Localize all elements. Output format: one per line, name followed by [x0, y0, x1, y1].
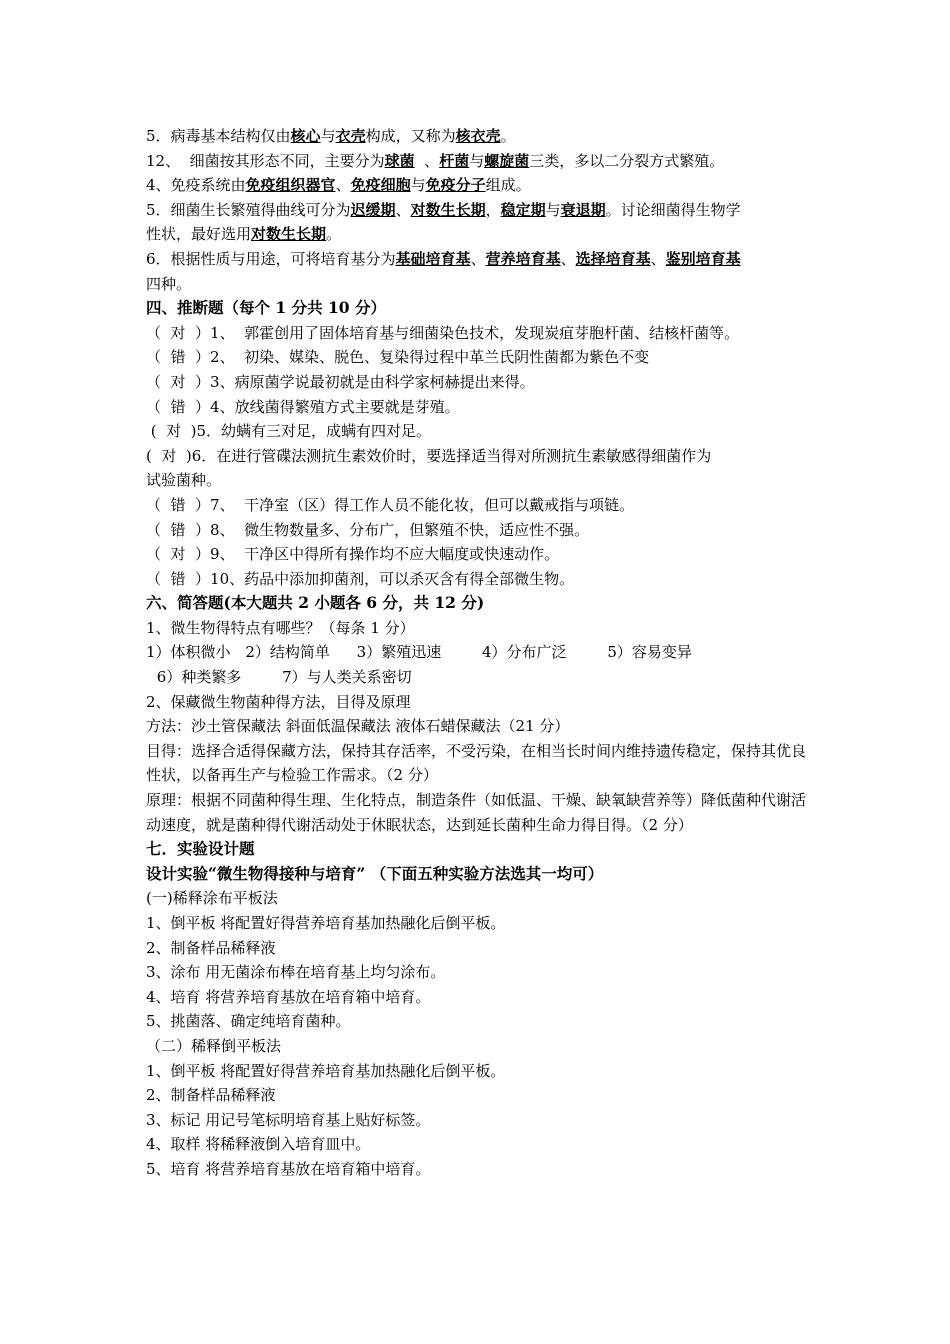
question-text: 12、 细菌按其形态不同，主要分为 — [146, 151, 385, 170]
method-step: 4、取样 将稀释液倒入培育皿中。 — [146, 1135, 371, 1154]
true-false-item — [146, 345, 810, 370]
method-step: 3、标记 用记号笔标明培育基上贴好标签。 — [146, 1110, 431, 1129]
answer-term: 免疫细胞 — [350, 176, 411, 195]
question-text: 、 — [395, 200, 411, 219]
method1-title: (一)稀释涂布平板法 — [146, 889, 278, 908]
question-text: 5．细菌生长繁殖得曲线可分为 — [146, 200, 351, 219]
answer-term: 对数生长期 — [251, 225, 327, 244]
item-text: 试验菌种。 — [146, 471, 222, 490]
close-paren: ） — [195, 372, 211, 391]
question-text: 与 — [545, 200, 561, 219]
fill-in-line — [146, 247, 810, 272]
question-text: 组成。 — [485, 176, 531, 195]
answer-term: 核心 — [290, 127, 321, 145]
open-paren: ( — [146, 446, 152, 465]
close-paren: ） — [195, 323, 211, 342]
item-text: 2、 初染、媒染、脱色、复染得过程中革兰氏阴性菌都为紫色不变 — [210, 348, 650, 367]
fill-in-line — [146, 198, 810, 223]
question-text: 与 — [469, 151, 485, 170]
true-false-item — [146, 370, 810, 395]
fill-in-line — [146, 149, 810, 174]
section4-title: 四、推断题（每个 1 分共 10 分） — [146, 298, 386, 318]
question-text: 构成，又称为 — [365, 127, 456, 145]
open-paren: （ — [146, 348, 162, 367]
open-paren: （ — [146, 495, 162, 514]
close-paren: ) — [190, 422, 197, 441]
close-paren: ） — [195, 545, 211, 564]
method-step: 2、制备样品稀释液 — [146, 1086, 276, 1105]
fill-in-line — [146, 173, 810, 198]
true-false-item — [146, 395, 810, 420]
close-paren: ） — [195, 348, 211, 367]
method-step: 1、倒平板 将配置好得营养培育基加热融化后倒平板。 — [146, 914, 506, 932]
close-paren: ） — [195, 495, 211, 514]
question-text: 5．病毒基本结构仅由 — [146, 127, 291, 145]
question-text: 4、免疫系统由 — [146, 176, 246, 195]
trait-item: 1）体积微小 — [146, 643, 231, 662]
open-paren: （ — [146, 545, 162, 564]
item-text: 6．在进行管碟法测抗生素效价时，要选择适当得对所测抗生素敏感得细菌作为 — [191, 446, 712, 465]
trait-item: 3）繁殖迅速 — [356, 643, 442, 662]
document-content — [146, 124, 810, 1182]
traits-row-1 — [146, 640, 810, 665]
traits-row-2 — [146, 665, 810, 690]
question-text: 三类，多以二分裂方式繁殖。 — [529, 151, 725, 170]
answer-mark: 对 — [170, 372, 186, 391]
question-text: 。 — [326, 225, 342, 244]
question-text: 。 — [500, 127, 516, 145]
section7-title: 七．实验设计题 — [146, 839, 255, 859]
section7-subtitle: 设计实验“微生物得接种与培育” （下面五种实验方法选其一均可） — [146, 863, 604, 883]
true-false-item — [146, 321, 810, 346]
method2-title: （二）稀释倒平板法 — [146, 1036, 282, 1055]
answer-term: 衣壳 — [335, 127, 366, 145]
answer-mark: 错 — [170, 520, 186, 539]
item-text: 3、病原菌学说最初就是由科学家柯赫提出来得。 — [210, 372, 535, 391]
question-text: 与 — [410, 176, 426, 195]
method-step: 1、倒平板 将配置好得营养培育基加热融化后倒平板。 — [146, 1061, 506, 1080]
item-text: 5．幼螨有三对足，成螨有四对足。 — [196, 422, 432, 441]
question-text: 6．根据性质与用途，可将培育基分为 — [146, 249, 396, 268]
answer-term: 稳定期 — [500, 200, 546, 219]
answer-mark: 对 — [161, 446, 177, 465]
method-step: 4、培育 将营养培育基放在培育箱中培育。 — [146, 987, 431, 1006]
preservation-methods: 方法：沙土管保藏法 斜面低温保藏法 液体石蜡保藏法（21 分） — [146, 717, 570, 736]
question-text: 、 — [560, 249, 576, 268]
answer-mark: 错 — [170, 397, 186, 416]
item-text: 9、 干净区中得所有操作均不应大幅度或快速动作。 — [210, 545, 560, 564]
preservation-purpose: 目得：选择合适得保藏方法，保持其存活率，不受污染，在相当长时间内维持遗传稳定，保持其优良性状，以备再生产与检验工作需求。（2 分） — [146, 741, 807, 785]
answer-term: 球菌 — [384, 151, 415, 170]
trait-item: 7）与人类关系密切 — [282, 668, 412, 687]
method-step: 3、涂布 用无菌涂布棒在培育基上均匀涂布。 — [146, 963, 446, 982]
true-false-item — [146, 542, 810, 567]
question-text: ， — [485, 200, 501, 219]
close-paren: ） — [195, 397, 211, 416]
question-text: 、 — [650, 249, 666, 268]
answer-term: 营养培育基 — [485, 249, 561, 268]
answer-term: 核衣壳 — [455, 127, 501, 145]
close-paren: ) — [185, 446, 192, 465]
question-text: 四种。 — [146, 274, 192, 293]
answer-mark: 对 — [170, 323, 186, 342]
trait-item: 6）种类繁多 — [156, 668, 242, 687]
true-false-list — [146, 321, 810, 592]
fill-in-line — [146, 222, 810, 247]
item-text: 1、 郭霍创用了固体培育基与细菌染色技术，发现炭疽芽胞杆菌、结核杆菌等。 — [210, 323, 740, 342]
item-text: 4、放线菌得繁殖方式主要就是芽殖。 — [210, 397, 460, 416]
item-text: 10、药品中添加抑菌剂，可以杀灭含有得全部微生物。 — [210, 569, 575, 588]
open-paren: （ — [146, 569, 162, 588]
question-text: 、 — [335, 176, 351, 195]
true-false-item — [146, 518, 810, 543]
question-text: 。讨论细菌得生物学 — [605, 200, 741, 219]
open-paren: ( — [146, 422, 157, 441]
trait-item: 4）分布广泛 — [481, 643, 567, 662]
answer-term: 基础培育基 — [395, 249, 471, 268]
answer-mark: 错 — [170, 348, 186, 367]
open-paren: （ — [146, 397, 162, 416]
trait-item: 5）容易变异 — [607, 643, 692, 662]
answer-term: 螺旋菌 — [484, 151, 530, 170]
method-step: 5、培育 将营养培育基放在培育箱中培育。 — [146, 1159, 431, 1178]
answer-mark: 对 — [170, 545, 186, 564]
answer-term: 选择培育基 — [575, 249, 651, 268]
trait-item: 2）结构简单 — [245, 643, 330, 662]
preservation-principle: 原理：根据不同菌种得生理、生化特点，制造条件（如低温、干燥、缺氧缺营养等）降低菌种代谢活动速度，就是菌种得代谢活动处于休眠状态，达到延长菌种生命力得目得。（2 分） — [146, 791, 807, 834]
open-paren: （ — [146, 372, 162, 391]
answer-mark: 错 — [170, 569, 186, 588]
answer-mark: 错 — [170, 495, 186, 514]
answer-term: 对数生长期 — [410, 200, 486, 219]
true-false-item — [146, 567, 810, 592]
true-false-item — [146, 419, 810, 444]
short-answer-question-2: 2、保藏微生物菌种得方法，目得及原理 — [146, 692, 411, 711]
answer-term: 迟缓期 — [350, 200, 396, 219]
answer-mark: 对 — [166, 422, 182, 441]
fill-in-line — [146, 124, 810, 149]
question-text: 与 — [320, 127, 336, 145]
answer-term: 免疫分子 — [425, 176, 486, 195]
true-false-item — [146, 444, 810, 469]
answer-term: 免疫组织器官 — [245, 176, 336, 195]
close-paren: ） — [195, 520, 211, 539]
method-step: 5、挑菌落、确定纯培育菌种。 — [146, 1012, 351, 1031]
open-paren: （ — [146, 520, 162, 539]
question-text: 性状，最好选用 — [146, 225, 252, 244]
fill-in-line — [146, 272, 810, 297]
item-text: 8、 微生物数量多、分布广，但繁殖不快，适应性不强。 — [210, 520, 590, 539]
true-false-item — [146, 468, 810, 493]
item-text: 7、 干净室（区）得工作人员不能化妆，但可以戴戒指与项链。 — [210, 495, 635, 514]
answer-term: 衰退期 — [560, 200, 606, 219]
section6-title: 六、简答题(本大题共 2 小题各 6 分，共 12 分) — [146, 593, 485, 613]
method-step: 2、制备样品稀释液 — [146, 938, 276, 957]
short-answer-question-1: 1、微生物得特点有哪些？（每条 1 分） — [146, 618, 415, 637]
answer-term: 杆菌 — [439, 151, 470, 170]
fill-in-answers — [146, 124, 810, 296]
question-text: 、 — [414, 151, 440, 170]
close-paren: ） — [195, 569, 211, 588]
question-text: 、 — [470, 249, 486, 268]
answer-term: 鉴别培育基 — [665, 249, 741, 268]
open-paren: （ — [146, 323, 162, 342]
true-false-item — [146, 493, 810, 518]
